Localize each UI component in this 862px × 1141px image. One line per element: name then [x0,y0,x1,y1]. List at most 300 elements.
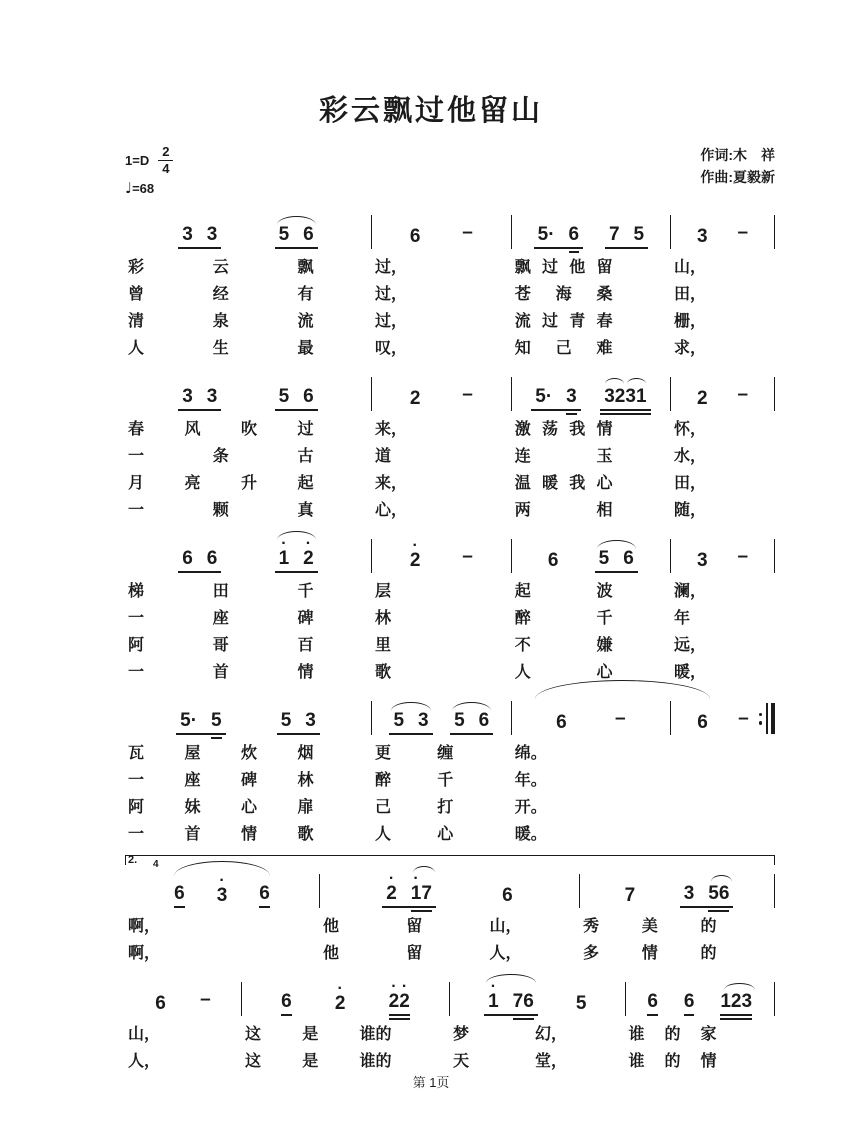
lyric-row [125,416,775,438]
lyric-row [125,767,775,789]
time-denominator: 4 [162,160,170,176]
digit: 6 [718,883,730,904]
lyric-measure [372,794,512,816]
lyric-syllable: 心 [437,826,454,843]
note [207,549,218,571]
note [180,711,197,733]
lyric-syllable: 开。 [514,799,547,816]
music-system [125,693,775,843]
digit: – [737,546,749,567]
lyric-measure [372,740,512,762]
note-group [176,711,225,735]
lyric-syllable: 歌 [375,664,392,681]
lyric-syllable: 阿 [128,637,145,654]
digit-column [174,884,185,903]
note [174,884,185,908]
digit-column [211,711,222,730]
lyric-syllable: 更 [375,745,392,762]
digit-column [737,546,749,570]
digit: · [545,386,553,407]
digit: 6 [647,991,658,1012]
digit-column [207,225,218,244]
lyric-measure [125,940,320,962]
digit-column [303,535,314,569]
note [697,713,708,735]
lyric-syllable: 风 [184,421,201,438]
lyric-syllable: 秀 [583,918,600,935]
lyric-measure [671,497,775,519]
lyric-measure [512,335,671,357]
note-group [643,992,662,1016]
note [155,994,166,1016]
digit-column [259,884,270,903]
lyric-syllable: 山， [128,1026,161,1043]
digit: 3 [216,885,228,906]
digit-column [200,989,211,1013]
digit-column [636,387,647,406]
lyric-syllable: 暖。 [514,826,547,843]
thin-barline [766,703,768,734]
lyric-syllable: 过 [541,259,558,276]
digit: 2 [334,993,346,1014]
digit-column [216,872,228,906]
lyric-syllable: 田， [674,475,707,492]
lyric-syllable: 情 [700,1053,717,1070]
digit-column [566,387,577,406]
lyric-syllable: 吹 [240,421,257,438]
lyric-syllable: 天 [453,1053,470,1070]
lyric-syllable: 情 [240,826,257,843]
note-group [552,713,571,735]
digit-column [303,387,314,406]
slur-arcs [605,378,646,384]
digit-column [634,225,645,244]
lyric-syllable: 层 [375,583,392,600]
digit: – [737,222,749,243]
lyric-syllable: 我 [569,421,586,438]
octave-dot: · [281,535,287,552]
note-group [277,711,320,735]
lyric-syllable: 最 [297,340,314,357]
digit-column [479,711,490,730]
lyric-syllable: 千 [437,772,454,789]
lyric-row [125,821,775,843]
note-group [680,884,734,908]
lyric-syllable: 田 [212,583,229,600]
note [410,389,421,411]
digit-column [625,387,636,406]
digit-column [546,387,552,406]
lyric-syllable: 玉 [596,448,613,465]
note-group [277,992,296,1016]
lyric-syllable: 梯 [128,583,145,600]
digit: 6 [303,224,314,245]
lyric-measure [671,281,775,303]
digit: 5 [278,224,290,245]
digit-column [684,992,695,1011]
note-group [544,551,563,573]
lyric-syllable: 曾 [128,286,145,303]
dash-rest [738,708,749,735]
note-group [170,872,274,908]
digit-column [418,711,429,730]
note [410,227,421,249]
lyric-measure [372,254,512,276]
lyric-measure [450,1021,626,1043]
lyric-measure [512,470,671,492]
lyric-measure [372,659,512,681]
note-group [275,535,318,573]
lyric-measure [372,497,512,519]
lyric-row [125,254,775,276]
measure [671,377,775,411]
digit: 2 [388,991,400,1012]
lyric-measure [125,632,372,654]
digit: 6 [556,712,567,733]
digit-column [615,708,626,732]
lyric-syllable: 生 [212,340,229,357]
lyric-syllable: 人 [514,664,531,681]
digit: 5 [598,548,610,569]
lyric-measure [372,767,512,789]
note-group [600,387,650,411]
digit: 6 [206,548,218,569]
lyric-syllable: 的 [664,1026,681,1043]
digit: 3 [696,550,708,571]
note [609,225,620,247]
repeat-dots [759,713,763,725]
digit-column [535,387,546,406]
lyric-syllable: 歌 [297,826,314,843]
lyric-row [125,913,775,935]
lyric-measure [125,308,372,330]
lyric-syllable: 田， [674,286,707,303]
digit-column [697,551,708,570]
digit: 5 [280,710,292,731]
repeat-dot [759,721,763,725]
note [410,870,432,906]
lyric-syllable: 泉 [212,313,229,330]
note [684,884,695,906]
lyric-syllable: 苍 [514,286,531,303]
lyric-row [125,470,775,492]
dash-rest [737,546,749,573]
lyric-measure [125,659,372,681]
lyric-syllable: 人， [128,1053,161,1070]
note [388,978,410,1016]
lyric-measure [125,794,372,816]
lyric-measure [125,821,372,843]
note [334,980,346,1016]
digit: – [200,989,211,1010]
lyric-syllable: 云 [212,259,229,276]
measure [512,701,671,735]
digit: 2 [409,550,421,571]
lyric-measure [671,308,775,330]
lyric-syllable: 知 [514,340,531,357]
measure [125,874,320,908]
measure [320,870,580,908]
digit: · [190,710,198,731]
lyric-measure [242,1048,450,1070]
note-group [734,708,753,735]
lyric-syllable: 心 [240,799,257,816]
lyric-measure [125,443,372,465]
note-group [498,886,517,908]
note-group [693,551,712,573]
note [409,537,421,573]
lyric-syllable: 飘 [297,259,314,276]
note-group [178,549,221,573]
note [281,992,292,1016]
composer-credit: 作曲:夏毅新 [700,168,775,185]
note [566,387,577,409]
digit-column [410,227,421,246]
note [393,711,404,733]
note-group [484,978,538,1016]
note [697,551,708,573]
lyric-syllable: 座 [212,610,229,627]
note-group [605,225,648,249]
lyric-syllable: 心 [596,475,613,492]
note-group [406,389,425,411]
lyric-row [125,1048,775,1070]
digit: 2 [614,386,626,407]
note [418,711,429,733]
lyric-measure [671,605,775,627]
lyric-syllable: 人 [375,826,392,843]
note [548,551,559,573]
lyric-syllable: 家 [700,1026,717,1043]
lyric-measure [372,470,512,492]
lyric-syllable: 首 [184,826,201,843]
lyric-syllable: 暖， [674,664,707,681]
lyric-syllable: 求， [674,340,707,357]
octave-dot: · [337,980,343,997]
lyric-measure [125,1021,242,1043]
lyric-measure [512,794,671,816]
digit-column [410,389,421,408]
lyric-syllable: 己 [555,340,572,357]
digit-column [513,992,524,1011]
note [625,886,636,908]
slur-arc [413,866,435,873]
lyric-measure [671,740,775,762]
octave-dot: · [391,978,397,995]
note-group [595,549,638,573]
note [623,549,634,571]
lyric-syllable: 梦 [453,1026,470,1043]
lyric-syllable: 升 [240,475,257,492]
lyric-syllable: 古 [297,448,314,465]
note-group [693,389,712,411]
note [281,711,292,733]
lyric-syllable: 青 [569,313,586,330]
note [538,225,555,247]
note [708,884,729,906]
lyric-row [125,1021,775,1043]
digit-column [409,537,421,571]
lyric-syllable: 千 [596,610,613,627]
lyric-syllable: 彩 [128,259,145,276]
digit: 2 [409,388,421,409]
lyric-measure [372,335,512,357]
digit: 1 [278,548,290,569]
note-group [389,711,432,735]
lyric-syllable: 情 [297,664,314,681]
note-group [178,387,221,411]
lyric-syllable: 这 [245,1053,262,1070]
digit-column [684,884,695,903]
lyric-measure [372,308,512,330]
digit-column [399,978,410,1012]
digit-column [281,711,292,730]
lyric-syllable: 来， [375,475,408,492]
lyric-measure [372,578,512,600]
note-group [450,711,493,735]
note [502,886,513,908]
lyric-syllable: 堂， [534,1053,567,1070]
lyric-measure [125,1048,242,1070]
lyric-syllable: 千 [297,583,314,600]
time-signature [158,145,173,175]
lyric-syllable: 随， [674,502,707,519]
note-group [151,994,170,1016]
lyric-syllable: 春 [596,313,613,330]
measure [626,982,776,1016]
digit: 5 [180,710,191,731]
note [279,387,290,409]
note [604,387,646,409]
note [684,992,695,1016]
measure [580,874,775,908]
lyric-measure [512,740,671,762]
lyric-syllable: 留 [596,259,613,276]
measure [512,377,671,411]
lyric-row [125,940,775,962]
lyric-measure [512,254,671,276]
digit-column [410,870,422,904]
lyric-measure [125,497,372,519]
lyric-syllable: 他 [323,918,340,935]
digit-column [697,389,708,408]
lyric-measure [125,913,320,935]
digit-column [556,713,567,732]
measure [372,701,512,735]
lyric-row [125,443,775,465]
digit-column [386,870,397,904]
lyric-measure [626,1048,776,1070]
digit-column [182,549,193,568]
dash-rest [615,708,626,735]
lyric-syllable: 不 [514,637,531,654]
lyric-syllable: 碑 [297,610,314,627]
lyric-syllable: 过 [541,313,558,330]
lyric-syllable: 桑 [596,286,613,303]
lyric-measure [671,335,775,357]
digit-column [155,994,166,1013]
digit: 6 [502,885,513,906]
note [647,992,658,1016]
digit: 5 [454,710,465,731]
note-group [458,546,477,573]
digit-column [182,387,193,406]
lyric-syllable: 海 [555,286,572,303]
lyric-syllable: 啊， [128,918,161,935]
digit: 3 [625,386,636,407]
digit-column [625,886,636,905]
lyric-syllable: 清 [128,313,145,330]
digit-column [737,384,749,408]
note [599,549,610,571]
lyric-syllable: 情 [641,945,658,962]
digit-column [548,225,554,244]
digit: 3 [182,386,193,407]
lyric-measure [125,605,372,627]
lyric-syllable: 过 [297,421,314,438]
lyric-measure [512,443,671,465]
note [386,870,397,906]
digit: 3 [418,710,429,731]
digit: 5 [278,386,290,407]
digit: 7 [608,224,620,245]
digit: 6 [623,548,634,569]
digit-column [334,980,346,1014]
lyric-syllable: 谁的 [359,1026,392,1043]
note [697,389,708,411]
note-group [693,713,712,735]
lyric-syllable: 啊， [128,945,161,962]
tempo-value: =68 [132,181,155,197]
lyric-measure [242,1021,450,1043]
lyric-syllable: 里 [375,637,392,654]
lyric-syllable: 留 [406,945,423,962]
lyric-measure [512,659,671,681]
digit-column [569,225,580,244]
digit: 6 [409,226,421,247]
lyric-measure [372,281,512,303]
lyric-measure [580,913,775,935]
note [535,387,552,409]
lyric-syllable: 一 [128,610,145,627]
digit-column [180,711,191,730]
digit-column [462,546,473,570]
lyric-syllable: 飘 [514,259,531,276]
lyric-syllable: 一 [128,664,145,681]
digit: 6 [174,883,185,904]
note-group [534,225,583,249]
lyric-syllable: 哥 [212,637,229,654]
octave-dot: · [401,978,408,995]
lyric-row [125,281,775,303]
note-group [178,225,221,249]
lyric-syllable: 多 [583,945,600,962]
digit-column [737,222,749,246]
quarter-note-icon: ♩ [125,179,133,198]
lyric-syllable: 瓦 [128,745,145,762]
note-group [680,992,699,1016]
lyric-syllable: 波 [596,583,613,600]
digit: 6 [182,548,193,569]
digit-column [454,711,465,730]
digit: 3 [696,226,708,247]
lyric-measure [512,632,671,654]
digit: 2 [696,388,708,409]
lyric-measure [125,767,372,789]
note [305,711,316,733]
note [488,978,499,1014]
note-group [196,989,215,1016]
